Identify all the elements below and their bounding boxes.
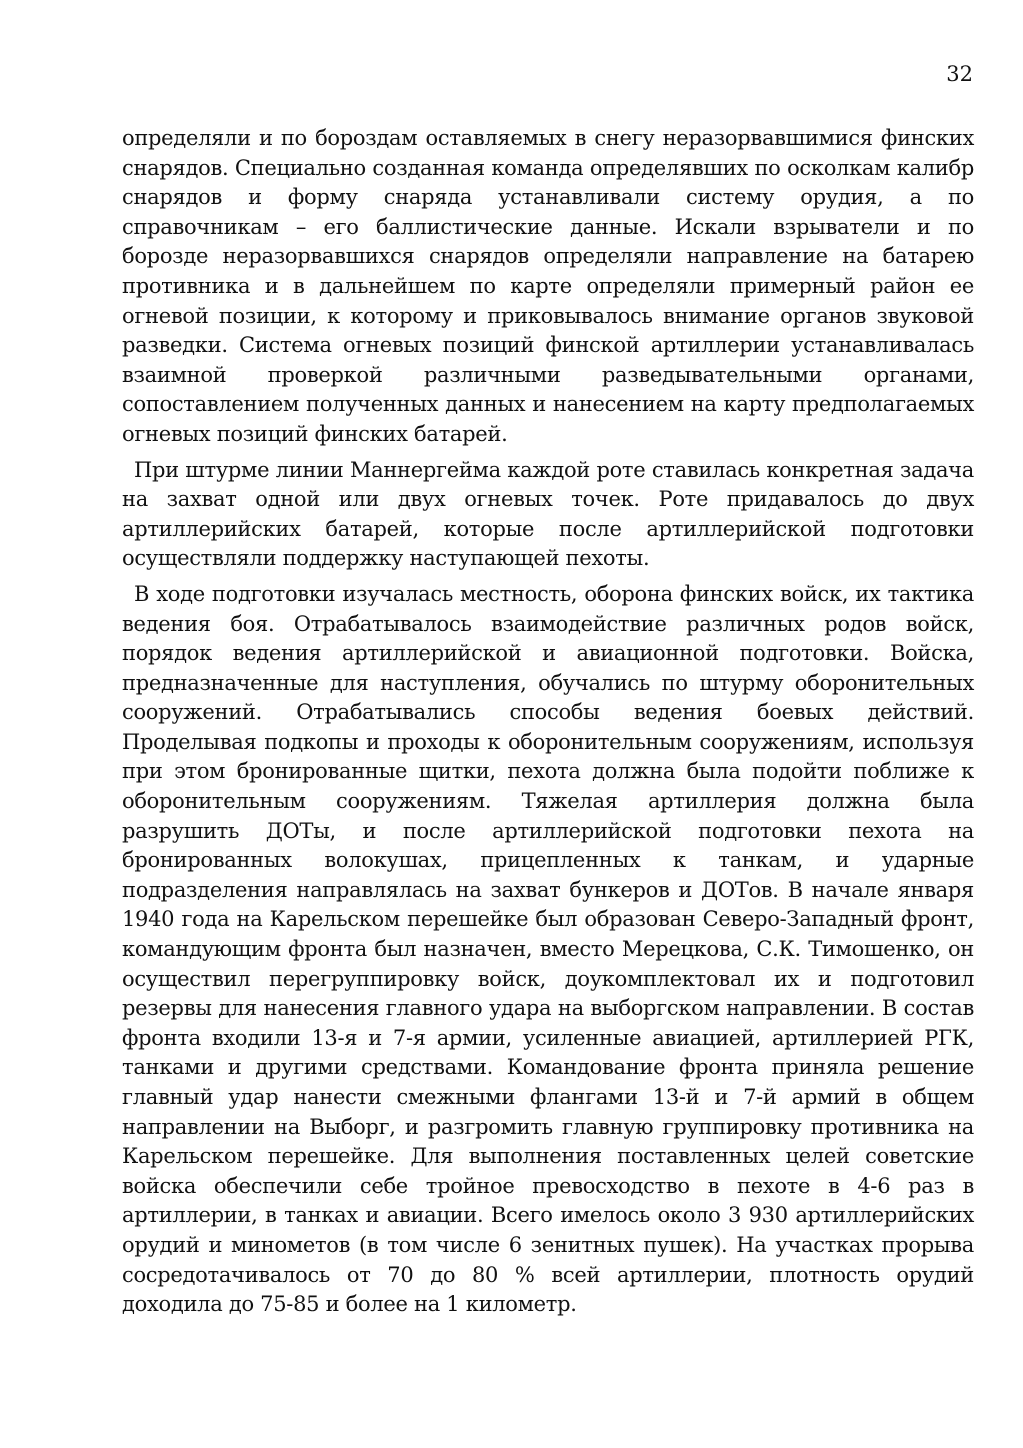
page-number: 32 bbox=[946, 62, 973, 86]
paragraph-sound-reconnaissance: определяли и по бороздам оставляемых в снегу неразорвавшимися финских снарядов. Специально созданная команда определявших по осколкам калибр снарядов и форму снаряда устанавливали систему орудия, а по справочникам – его баллистические данные. Искали взрыватели и по борозде неразорвавшихся снарядов определяли направление на батарею противника и в дальнейшем по карте определяли примерный район ее огневой позиции, к которому и приковывалось внимание органов звуковой разведки. Система огневых позиций финской артиллерии устанавливалась взаимной проверкой различными разведывательными органами, сопоставлением полученных данных и нанесением на карту предполагаемых огневых позиций финских батарей. bbox=[122, 126, 974, 446]
body-text bbox=[122, 124, 974, 1326]
paragraph-preparation: В ходе подготовки изучалась местность, оборона финских войск, их тактика ведения боя. Отрабатывалось взаимодействие различных родов войск, порядок ведения артиллерийской и авиационной подготовки. Войска, предназначенные для наступления, обучались по штурму оборонительных сооружений. Отрабатывались способы ведения боевых действий. Проделывая подкопы и проходы к оборонительным сооружениям, используя при этом бронированные щитки, пехота должна была подойти поближе к оборонительным сооружениям. Тяжелая артиллерия должна была разрушить ДОТы, и после артиллерийской подготовки пехота на бронированных волокушах, прицепленных к танкам, и ударные подразделения направлялась на захват бункеров и ДОТов. В начале января 1940 года на Карельском перешейке был образован Северо-Западный фронт, командующим фронта был назначен, вместо Мерецкова, С.К. Тимошенко, он осуществил перегруппировку войск, доукомплектовал их и подготовил резервы для нанесения главного удара на выборгском направлении. В состав фронта входили 13-я и 7-я армии, усиленные авиацией, артиллерией РГК, танками и другими средствами. Командование фронта приняла решение главный удар нанести смежными флангами 13-й и 7-й армий в общем направлении на Выборг, и разгромить главную группировку противника на Карельском перешейке. Для выполнения поставленных целей советские войска обеспечили себе тройное превосходство в пехоте в 4-6 раз в артиллерии, в танках и авиации. Всего имелось около 3 930 артиллерийских орудий и минометов (в том числе 6 зенитных пушек). На участках прорыва сосредотачивалось от 70 до 80 % всей артиллерии, плотность орудий доходила до 75-85 и более на 1 километр. bbox=[122, 581, 974, 1317]
paragraph-mannerheim-assault: При штурме линии Маннергейма каждой роте ставилась конкретная задача на захват одной или двух огневых точек. Роте придавалось до двух артиллерийских батарей, которые после артиллерийской подготовки осуществляли поддержку наступающей пехоты. bbox=[122, 457, 974, 571]
